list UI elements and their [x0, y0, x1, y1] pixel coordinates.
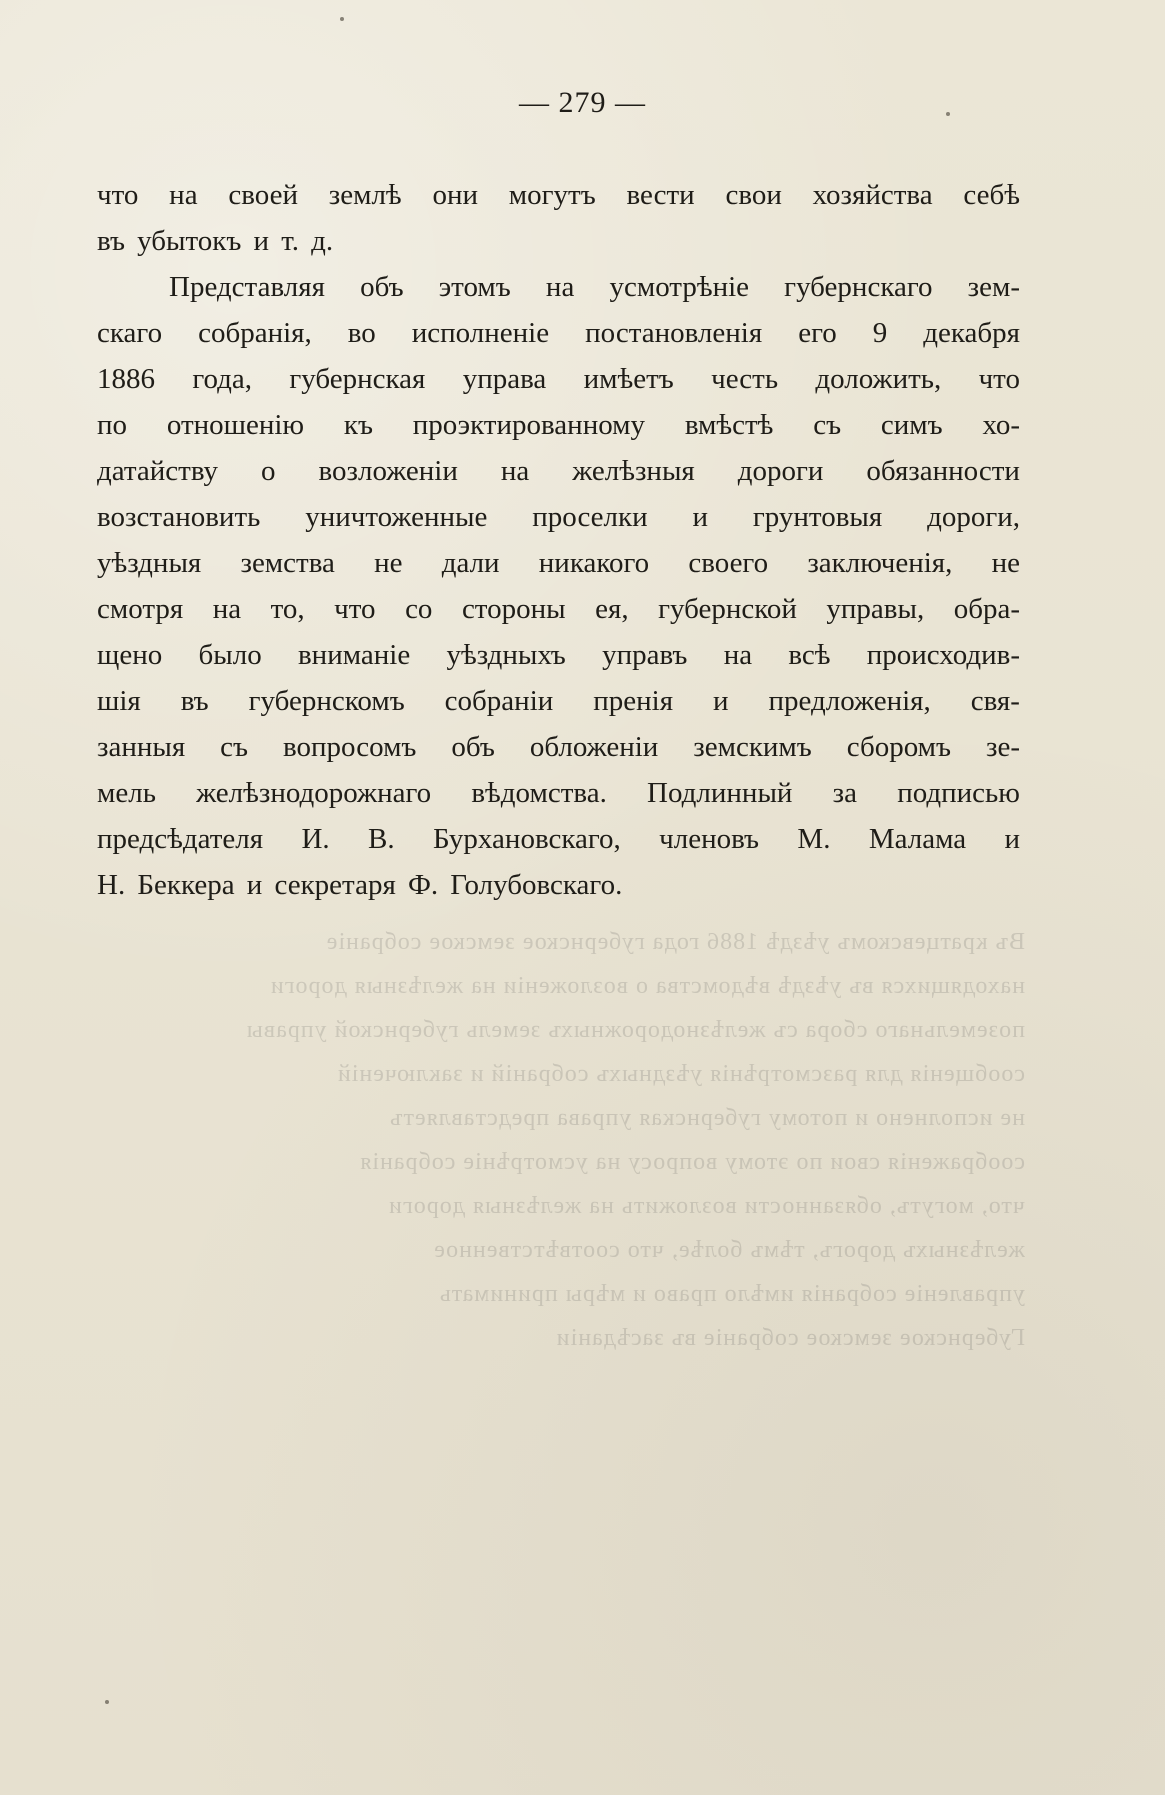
bleed-through-text: Въ кратцевскомъ уѣздѣ 1886 года губернское земское собраніе находящихся въ уѣздѣ вѣдомства о возложеніи на желѣзныя дороги поземельнаго сбора съ желѣзнодорожныхъ земель губернской управы сообщенія для разсмотрѣнія уѣздныхъ собраній и заключеній не исполнено и потому губернская управа представляетъ соображенія свои по этому вопросу на усмотрѣніе собранія что, могутъ, обязанности возложить на желѣзныя дороги желѣзныхъ дорогъ, тѣмъ болѣе, что соотвѣтственное управленіе собранія имѣло право и мѣры принимать Губернское земское собраніе въ засѣданіи — [245, 929, 1025, 1351]
word: т. — [281, 225, 299, 257]
word: на — [545, 271, 575, 303]
word: на — [212, 593, 242, 625]
word: ея, — [595, 593, 629, 625]
word: вопросомъ — [283, 731, 417, 763]
print-speck — [946, 112, 950, 116]
word: года, — [192, 363, 253, 395]
print-speck — [340, 17, 344, 21]
word: декабря — [923, 317, 1020, 349]
word: губернская — [289, 363, 426, 395]
text-line-12 — [97, 678, 1020, 724]
word: и — [692, 501, 709, 533]
text-line-10 — [97, 586, 1020, 632]
text-line-5 — [97, 356, 1020, 402]
word: шія — [97, 685, 141, 717]
word: было — [198, 639, 262, 671]
word: то, — [270, 593, 305, 625]
word: Ф. — [407, 869, 439, 901]
word: въ — [180, 685, 209, 717]
word: этомъ — [438, 271, 511, 303]
word: секретаря — [274, 869, 396, 901]
word: предложенія, — [768, 685, 931, 717]
word: отношенію — [166, 409, 305, 441]
print-speck — [105, 1700, 109, 1704]
word: собраніи — [444, 685, 554, 717]
word: его — [798, 317, 837, 349]
word: уничтоженные — [305, 501, 488, 533]
word: что — [334, 593, 376, 625]
word: хозяйства — [812, 179, 933, 211]
text-line-11 — [97, 632, 1020, 678]
word: съ — [220, 731, 249, 763]
word: землѣ — [328, 179, 402, 211]
word: и — [1004, 823, 1020, 855]
word: 9 — [872, 317, 888, 349]
word: и — [246, 869, 263, 901]
word: грунтовыя — [752, 501, 883, 533]
word: возстановить — [97, 501, 261, 533]
word: обложеніи — [529, 731, 659, 763]
word: 1886 — [97, 363, 155, 395]
text-line-13 — [97, 724, 1020, 770]
word: желѣзнодорожнаго — [196, 777, 432, 809]
text-line-14 — [97, 770, 1020, 816]
text-line-7 — [97, 448, 1020, 494]
word: на — [169, 179, 198, 211]
word: И. — [301, 823, 330, 855]
page-number: — 279 — — [519, 86, 646, 119]
word: скаго — [97, 317, 163, 349]
word: о — [261, 455, 276, 487]
word: проэктированному — [412, 409, 646, 441]
word: управа — [462, 363, 547, 395]
word: доложить, — [815, 363, 942, 395]
word: возложеніи — [318, 455, 458, 487]
text-line-1 — [97, 172, 1020, 218]
word: усмотрѣніе — [609, 271, 750, 303]
word: предсѣдателя — [97, 823, 264, 855]
text-line-9 — [97, 540, 1020, 586]
word: дали — [441, 547, 500, 579]
word: зе- — [986, 731, 1020, 763]
word: Беккера — [137, 869, 235, 901]
word: своей — [228, 179, 298, 211]
word: на — [723, 639, 753, 671]
word: и — [713, 685, 729, 717]
word: всѣ — [788, 639, 831, 671]
word: земства — [240, 547, 335, 579]
word: членовъ — [659, 823, 760, 855]
word: управъ — [602, 639, 688, 671]
word: своего — [688, 547, 769, 579]
word: исполненіе — [411, 317, 550, 349]
word: уѣздныхъ — [446, 639, 566, 671]
word: д. — [311, 225, 334, 257]
word: могутъ — [508, 179, 596, 211]
word: что — [978, 363, 1020, 395]
word: никакого — [538, 547, 650, 579]
text-line-16 — [97, 862, 1020, 908]
word: пренія — [593, 685, 674, 717]
word: во — [347, 317, 376, 349]
word: дороги, — [927, 501, 1020, 533]
word: мель — [97, 777, 156, 809]
word: къ — [343, 409, 373, 441]
word: стороны — [461, 593, 566, 625]
word: симъ — [880, 409, 943, 441]
word: объ — [451, 731, 495, 763]
word: зем- — [967, 271, 1020, 303]
word: свои — [725, 179, 782, 211]
word: въ — [97, 225, 125, 257]
word: что — [97, 179, 139, 211]
word: собранія, — [198, 317, 312, 349]
word: свя- — [970, 685, 1020, 717]
text-line-4 — [97, 310, 1020, 356]
word: Подлинный — [647, 777, 793, 809]
word: съ — [813, 409, 842, 441]
word: М. — [797, 823, 831, 855]
text-line-3 — [97, 264, 1020, 310]
word: дороги — [737, 455, 824, 487]
word: губернскаго — [784, 271, 933, 303]
word: подписью — [897, 777, 1020, 809]
word: Представляя — [169, 271, 325, 303]
word: Голубовскаго. — [450, 869, 623, 901]
word: Малама — [868, 823, 967, 855]
word: хо- — [982, 409, 1020, 441]
word: занныя — [97, 731, 186, 763]
word: за — [832, 777, 857, 809]
word: датайству — [97, 455, 219, 487]
word: честь — [711, 363, 779, 395]
word: со — [405, 593, 433, 625]
word: губернскомъ — [248, 685, 405, 717]
word: на — [500, 455, 530, 487]
text-line-2 — [97, 218, 1020, 264]
word: не — [991, 547, 1020, 579]
word: объ — [360, 271, 404, 303]
word: происходив- — [866, 639, 1020, 671]
word: вмѣстѣ — [684, 409, 774, 441]
word: проселки — [532, 501, 648, 533]
text-line-6 — [97, 402, 1020, 448]
word: вѣдомства. — [471, 777, 607, 809]
word: сборомъ — [846, 731, 952, 763]
word: они — [432, 179, 478, 211]
word: по — [97, 409, 128, 441]
word: себѣ — [963, 179, 1020, 211]
text-line-8 — [97, 494, 1020, 540]
word: Бурхановскаго, — [433, 823, 621, 855]
word: заключенія, — [807, 547, 953, 579]
word: вести — [626, 179, 695, 211]
word: убытокъ — [137, 225, 242, 257]
word: постановленія — [585, 317, 763, 349]
word: В. — [368, 823, 395, 855]
word: смотря — [97, 593, 184, 625]
word: имѣетъ — [583, 363, 674, 395]
word: щено — [97, 639, 163, 671]
word: обязанности — [866, 455, 1020, 487]
word: не — [374, 547, 403, 579]
word: желѣзныя — [572, 455, 695, 487]
word: вниманіе — [297, 639, 411, 671]
word: Н. — [97, 869, 126, 901]
word: земскимъ — [693, 731, 812, 763]
main-text-block — [97, 172, 1020, 908]
word: и — [253, 225, 270, 257]
word: управы, — [826, 593, 925, 625]
word: губернской — [658, 593, 797, 625]
word: обра- — [953, 593, 1020, 625]
word: уѣздныя — [97, 547, 202, 579]
text-line-15 — [97, 816, 1020, 862]
